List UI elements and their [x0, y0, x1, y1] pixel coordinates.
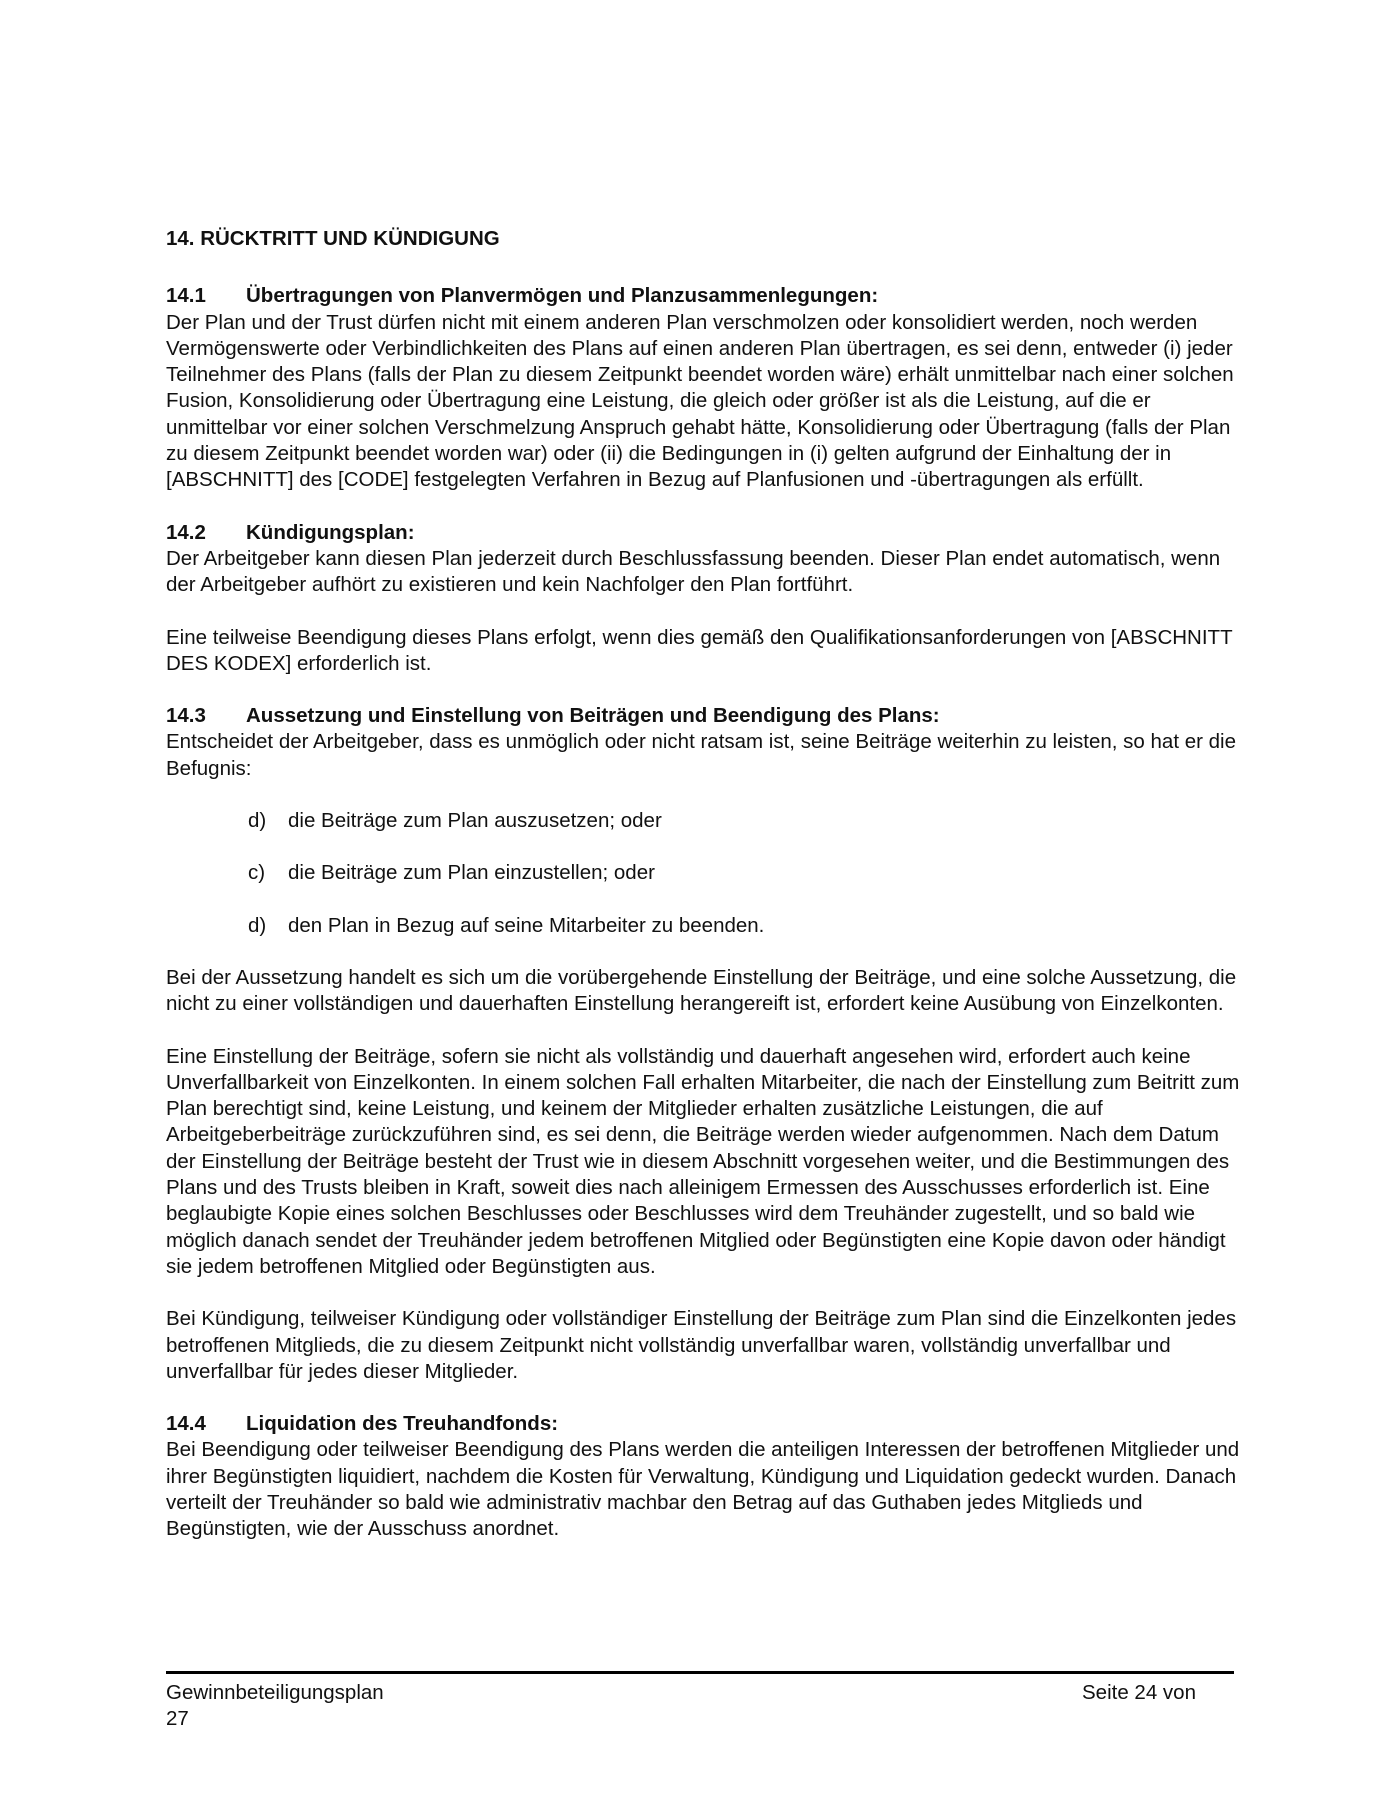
- section-14-2-title: Kündigungsplan:: [246, 520, 415, 544]
- section-title: 14. RÜCKTRITT UND KÜNDIGUNG: [166, 227, 500, 250]
- section-14-4-number: 14.4: [166, 1412, 206, 1436]
- section-14-3-body-3: Bei Kündigung, teilweiser Kündigung oder vollständiger Einstellung der Beiträge zum Plan sind die Einzelkonten jedes betroffenen Mitglieds, die zu diesem Zeitpunkt nicht vollständig unverfallbar waren, vollständig unverfallbar und unverfallbar für jedes dieser Mitglieder.: [166, 1307, 1237, 1383]
- section-14-4-heading: [166, 1411, 1246, 1437]
- footer-page-total: 27: [166, 1707, 189, 1730]
- list-item-text: die Beiträge zum Plan auszusetzen; oder: [288, 809, 662, 833]
- list-item: [248, 913, 1246, 939]
- section-14-1-heading: [166, 283, 1246, 309]
- list-item-marker: d): [248, 809, 267, 833]
- section-14-1: [166, 283, 1246, 493]
- list-item-text: die Beiträge zum Plan einzustellen; oder: [288, 861, 655, 885]
- section-14-3-heading: [166, 703, 1246, 729]
- section-14-2: [166, 520, 1246, 599]
- section-14-3-body-1: Bei der Aussetzung handelt es sich um die vorübergehende Einstellung der Beiträge, und eine solche Aussetzung, die nicht zu einer vollständigen und dauerhaften Einstellung herangereift ist, erfordert keine Ausübung von Einzelkonten.: [166, 965, 1237, 1016]
- section-14-4-title: Liquidation des Treuhandfonds:: [246, 1412, 559, 1436]
- powers-list: [166, 808, 1246, 939]
- footer-document-name: Gewinnbeteiligungsplan: [166, 1681, 384, 1704]
- section-14-1-title: Übertragungen von Planvermögen und Planzusammenlegungen:: [246, 284, 879, 308]
- footer-page-label: Seite 24 von: [1082, 1681, 1196, 1704]
- section-14-2-number: 14.2: [166, 520, 206, 544]
- section-14-1-body: Der Plan und der Trust dürfen nicht mit einem anderen Plan verschmolzen oder konsolidiert werden, noch werden Vermögenswerte oder Verbindlichkeiten des Plans auf einen anderen Plan übertragen, es sei denn, entweder (i) jeder Teilnehmer des Plans (falls der Plan zu diesem Zeitpunkt beendet worden wäre) erhält unmittelbar nach einer solchen Fusion, Konsolidierung oder Übertragung eine Leistung, die gleich oder größer ist als die Leistung, auf die er unmittelbar vor einer solchen Verschmelzung Anspruch gehabt hätte, Konsolidierung oder Übertragung (falls der Plan zu diesem Zeitpunkt beendet worden war) oder (ii) die Bedingungen in (i) gelten aufgrund der Einhaltung der in [ABSCHNITT] des [CODE] festgelegten Verfahren in Bezug auf Planfusionen und -übertragungen als erfüllt.: [166, 310, 1234, 492]
- section-14-4: [166, 1411, 1246, 1542]
- section-14-3-number: 14.3: [166, 704, 206, 728]
- section-14-1-number: 14.1: [166, 284, 206, 308]
- section-14-4-body: Bei Beendigung oder teilweiser Beendigung des Plans werden die anteiligen Interessen der betroffenen Mitglieder und ihrer Begünstigten liquidiert, nachdem die Kosten für Verwaltung, Kündigung und Liquidation gedeckt wurden. Danach verteilt der Treuhänder so bald wie administrativ machbar den Betrag auf das Guthaben jedes Mitglieds und Begünstigten, wie der Ausschuss anordnet.: [166, 1438, 1240, 1541]
- section-14-3-title: Aussetzung und Einstellung von Beiträgen und Beendigung des Plans:: [246, 704, 940, 728]
- footer-divider: [166, 1671, 1234, 1674]
- list-item-marker: c): [248, 861, 266, 885]
- section-14-3: [166, 703, 1246, 782]
- list-item: [248, 808, 1246, 834]
- section-14-3-body-2: Eine Einstellung der Beiträge, sofern sie nicht als vollständig und dauerhaft angesehen wird, erfordert auch keine Unverfallbarkeit von Einzelkonten. In einem solchen Fall erhalten Mitarbeiter, die nach der Einstellung zum Beitritt zum Plan berechtigt sind, keine Leistung, und keinem der Mitglieder erhalten zusätzliche Leistungen, die auf Arbeitgeberbeiträge zurückzuführen sind, es sei denn, die Beiträge werden wieder aufgenommen. Nach dem Datum der Einstellung der Beiträge besteht der Trust wie in diesem Abschnitt vorgesehen weiter, und die Bestimmungen des Plans und des Trusts bleiben in Kraft, soweit dies nach alleinigem Ermessen des Ausschusses erforderlich ist. Eine beglaubigte Kopie eines solchen Beschlusses oder Beschlusses wird dem Treuhänder zugestellt, und so bald wie möglich danach sendet der Treuhänder jedem betroffenen Mitglied oder Begünstigten eine Kopie davon oder händigt sie jedem betroffenen Mitglied oder Begünstigten aus.: [166, 1044, 1240, 1278]
- list-item-marker: d): [248, 913, 267, 937]
- section-14-3-intro: Entscheidet der Arbeitgeber, dass es unmöglich oder nicht ratsam ist, seine Beiträge weiterhin zu leisten, so hat er die Befugnis:: [166, 730, 1237, 780]
- section-14-2-body-2: Eine teilweise Beendigung dieses Plans erfolgt, wenn dies gemäß den Qualifikationsanforderungen von [ABSCHNITT DES KODEX] erforderlich ist.: [166, 625, 1233, 675]
- document-page: [166, 226, 1246, 1569]
- list-item: [248, 860, 1246, 886]
- list-item-text: den Plan in Bezug auf seine Mitarbeiter zu beenden.: [288, 913, 765, 937]
- section-14-2-heading: [166, 520, 1246, 546]
- section-14-2-body-1: Der Arbeitgeber kann diesen Plan jederzeit durch Beschlussfassung beenden. Dieser Plan endet automatisch, wenn der Arbeitgeber aufhört zu existieren und kein Nachfolger den Plan fortführt.: [166, 546, 1221, 597]
